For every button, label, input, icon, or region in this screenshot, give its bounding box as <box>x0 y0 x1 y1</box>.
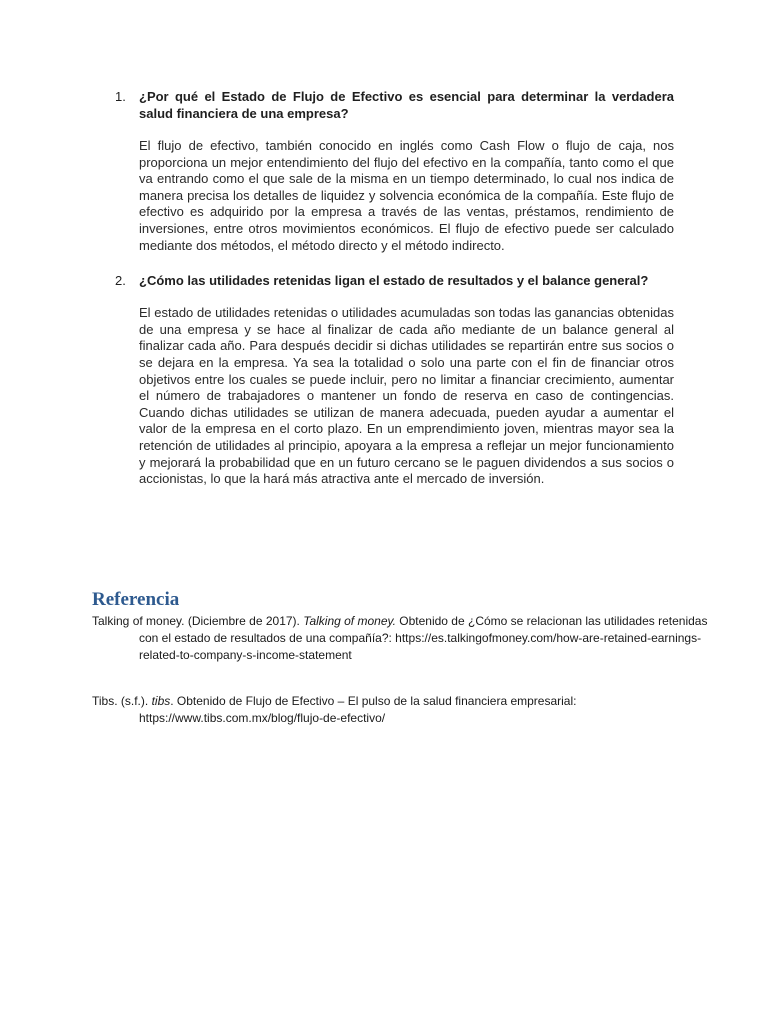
question-list <box>0 86 768 501</box>
question-number: 1. <box>115 89 126 104</box>
reference-entry <box>92 693 715 727</box>
reference-lead: Talking of money. (Diciembre de 2017). <box>92 614 304 628</box>
answer-paragraph: El estado de utilidades retenidas o utilidades acumuladas son todas las ganancias obtenidas de una empresa y se hace al finalizar de cada año mediante de un balance general al finalizar cada año. Para después decidir si dichas utilidades se repartirán entre sus socios o se dejara en la empresa. Ya sea la totalidad o solo una parte con el fin de financiar otros objetivos entre los cuales se puede incluir, pero no limitar a financiar crecimiento, aumentar el número de trabajadores o mantener un fondo de reserva en caso de contingencias. Cuando dichas utilidades se utilizan de manera adecuada, pueden ayudar a aumentar el valor de la empresa en el corto plazo. En un emprendimiento joven, mientras mayor sea la retención de utilidades al principio, apoyara a la empresa a reflejar un mejor funcionamiento y mejorará la probabilidad que en un futuro cercano se le paguen dividendos a sus socios o accionistas, lo que la hará más atractiva ante el mercado de inversión. <box>139 305 674 487</box>
reference-source-title: Talking of money. <box>303 614 396 628</box>
reference-entry <box>92 613 715 664</box>
reference-source-title: tibs <box>151 694 171 708</box>
reference-rest: . Obtenido de Flujo de Efectivo – El pulso de la salud financiera empresarial: https://www.tibs.com.mx/blog/flujo-de-efectivo/ <box>139 694 577 725</box>
question-title: ¿Cómo las utilidades retenidas ligan el estado de resultados y el balance general? <box>139 273 649 289</box>
references-heading: Referencia <box>92 589 180 610</box>
reference-lead: Tibs. (s.f.). <box>92 694 152 708</box>
question-title: ¿Por qué el Estado de Flujo de Efectivo es esencial para determinar la verdadera salud financiera de una empresa? <box>139 89 674 121</box>
question-item <box>0 272 768 488</box>
question-number: 2. <box>115 273 126 289</box>
reference-rest: Obtenido de ¿Cómo se relacionan las utilidades retenidas con el estado de resultados de una compañía?: https://es.talkingofmoney.com/how-are-retained-earnings-related-to-company-s-income-statement <box>139 614 708 662</box>
question-item <box>0 86 768 254</box>
answer-paragraph: El flujo de efectivo, también conocido en inglés como Cash Flow o flujo de caja, nos proporciona un mejor entendimiento del flujo del efectivo en la compañía, tanto como el que va entrando como el que sale de la misma en un tiempo determinado, lo cual nos indica de manera precisa los detalles de liquidez y solvencia económica de la compañía. Este flujo de efectivo es adquirido por la empresa a través de las ventas, préstamos, rendimiento de inversiones, entre otros movimientos económicos. El flujo de efectivo puede ser calculado mediante dos métodos, el método directo y el método indirecto. <box>139 138 674 253</box>
